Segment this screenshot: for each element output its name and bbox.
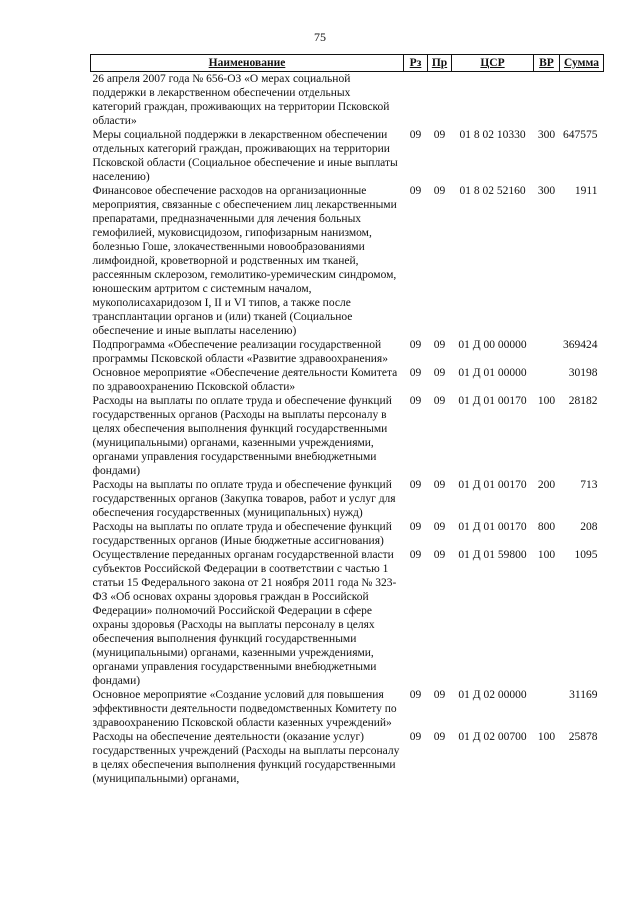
table-body bbox=[91, 72, 604, 787]
cell-pr: 09 bbox=[433, 549, 446, 561]
cell-name: Основное мероприятие «Обеспечение деятельности Комитета по здравоохранению Псковской области» bbox=[92, 367, 398, 393]
cell-pr: 09 bbox=[433, 521, 446, 533]
header-rz: Рз bbox=[404, 55, 428, 72]
cell-sum: 25878 bbox=[568, 731, 598, 743]
cell-sum: 30198 bbox=[568, 367, 598, 379]
header-name: Наименование bbox=[91, 55, 404, 72]
header-sum: Сумма bbox=[560, 55, 604, 72]
cell-csr: 01 Д 01 00000 bbox=[458, 367, 527, 379]
header-pr: Пр bbox=[428, 55, 452, 72]
cell-vr: 100 bbox=[537, 731, 556, 743]
table-row bbox=[91, 394, 604, 478]
cell-sum: 647575 bbox=[563, 129, 598, 141]
cell-sum bbox=[560, 72, 604, 129]
table-header-row bbox=[91, 55, 604, 72]
cell-pr: 09 bbox=[433, 689, 446, 701]
header-vr: ВР bbox=[534, 55, 560, 72]
cell-csr: 01 Д 01 00170 bbox=[458, 395, 527, 407]
cell-rz: 09 bbox=[409, 129, 422, 141]
cell-pr bbox=[428, 72, 452, 129]
cell-csr: 01 Д 02 00000 bbox=[458, 689, 527, 701]
cell-csr: 01 Д 01 59800 bbox=[458, 549, 527, 561]
table-row bbox=[91, 520, 604, 548]
cell-vr bbox=[534, 366, 560, 394]
cell-csr: 01 8 02 52160 bbox=[459, 185, 526, 197]
cell-pr: 09 bbox=[433, 185, 446, 197]
cell-vr: 100 bbox=[537, 395, 556, 407]
cell-sum: 208 bbox=[580, 521, 598, 533]
cell-sum: 1911 bbox=[574, 185, 598, 197]
table-row bbox=[91, 548, 604, 688]
cell-name: Меры социальной поддержки в лекарственном обеспечении отдельных категорий граждан, проживающих на территории Псковской области (Социальное обеспечение и иные выплаты населению) bbox=[92, 129, 398, 183]
table-row bbox=[91, 366, 604, 394]
cell-csr: 01 Д 00 00000 bbox=[458, 339, 527, 351]
cell-rz: 09 bbox=[409, 367, 422, 379]
cell-vr bbox=[534, 338, 560, 366]
cell-vr bbox=[534, 688, 560, 730]
cell-csr: 01 Д 01 00170 bbox=[458, 479, 527, 491]
cell-sum: 31169 bbox=[569, 689, 598, 701]
cell-rz: 09 bbox=[409, 395, 422, 407]
cell-vr: 300 bbox=[537, 185, 556, 197]
cell-rz: 09 bbox=[409, 339, 422, 351]
cell-csr bbox=[452, 72, 534, 129]
table-row bbox=[91, 184, 604, 338]
cell-csr: 01 8 02 10330 bbox=[459, 129, 526, 141]
table-row bbox=[91, 338, 604, 366]
cell-name: Расходы на выплаты по оплате труда и обеспечение функций государственных органов (Закупка товаров, работ и услуг для обеспечения государственных (муниципальных) нужд) bbox=[92, 479, 396, 519]
table-row bbox=[91, 128, 604, 184]
cell-pr: 09 bbox=[433, 395, 446, 407]
cell-rz: 09 bbox=[409, 731, 422, 743]
cell-vr: 300 bbox=[537, 129, 556, 141]
cell-name: Основное мероприятие «Создание условий для повышения эффективности деятельности подведомственных Комитету по здравоохранению Псковской области казенных учреждений» bbox=[92, 689, 397, 729]
cell-csr: 01 Д 01 00170 bbox=[458, 521, 527, 533]
cell-vr: 800 bbox=[537, 521, 556, 533]
cell-sum: 28182 bbox=[568, 395, 598, 407]
cell-pr: 09 bbox=[433, 129, 446, 141]
cell-name: Расходы на выплаты по оплате труда и обеспечение функций государственных органов (Иные бюджетные ассигнования) bbox=[92, 521, 392, 547]
cell-pr: 09 bbox=[433, 731, 446, 743]
cell-sum: 369424 bbox=[563, 339, 598, 351]
cell-name: Осуществление переданных органам государственной власти субъектов Российской Федерации в соответствии с частью 1 статьи 15 Федерального закона от 21 ноября 2011 года № 323-ФЗ «Об основах охраны здоровья граждан в Российской Федерации» полномочий Российской Федерации в сфере охраны здоровья (Расходы на выплаты персоналу в целях обеспечения выполнения функций государственными (муниципальными) органами, казенными учреждениями, органами управления государственными внебюджетными фондами) bbox=[92, 549, 397, 687]
cell-name: Расходы на обеспечение деятельности (оказание услуг) государственных учреждений (Расходы на выплаты персоналу в целях обеспечения выполнения функций государственными (муниципальными) органами, bbox=[92, 731, 400, 785]
cell-sum: 713 bbox=[580, 479, 598, 491]
cell-rz: 09 bbox=[409, 549, 422, 561]
budget-table bbox=[90, 54, 604, 786]
cell-name: Подпрограмма «Обеспечение реализации государственной программы Псковской области «Развитие здравоохранения» bbox=[92, 339, 388, 365]
cell-name: 26 апреля 2007 года № 656-ОЗ «О мерах социальной поддержки в лекарственном обеспечении отдельных категорий граждан, проживающих на территории Псковской области» bbox=[92, 73, 390, 127]
table-row bbox=[91, 730, 604, 786]
cell-rz: 09 bbox=[409, 689, 422, 701]
cell-sum: 1095 bbox=[574, 549, 598, 561]
cell-vr: 100 bbox=[537, 549, 556, 561]
cell-vr bbox=[534, 72, 560, 129]
header-csr: ЦСР bbox=[452, 55, 534, 72]
cell-pr: 09 bbox=[433, 367, 446, 379]
cell-name: Расходы на выплаты по оплате труда и обеспечение функций государственных органов (Расходы на выплаты персоналу в целях обеспечения выполнения функций государственными (муниципальными) органами, казенными учреждениями, органами управления государственными внебюджетными фондами) bbox=[92, 395, 392, 477]
cell-rz: 09 bbox=[409, 521, 422, 533]
cell-name: Финансовое обеспечение расходов на организационные мероприятия, связанные с обеспечением лиц лекарственными препаратами, предназначенными для лечения больных гемофилией, муковисцидозом, гипофизарным нанизмом, болезнью Гоше, злокачественными новообразованиями лимфоидной, кроветворной и родственных им тканей, рассеянным склерозом, гемолитико-уремическим синдромом, юношеским артритом с системным началом, мукополисахаридозом I, II и VI типов, а также после трансплантации органов и (или) тканей (Социальное обеспечение и иные выплаты населению) bbox=[92, 185, 397, 337]
cell-rz: 09 bbox=[409, 185, 422, 197]
table-row bbox=[91, 72, 604, 129]
table-row bbox=[91, 688, 604, 730]
table-row bbox=[91, 478, 604, 520]
cell-pr: 09 bbox=[433, 479, 446, 491]
cell-rz bbox=[404, 72, 428, 129]
cell-pr: 09 bbox=[433, 339, 446, 351]
cell-csr: 01 Д 02 00700 bbox=[458, 731, 527, 743]
page-number: 75 bbox=[314, 30, 326, 44]
cell-rz: 09 bbox=[409, 479, 422, 491]
cell-vr: 200 bbox=[537, 479, 556, 491]
